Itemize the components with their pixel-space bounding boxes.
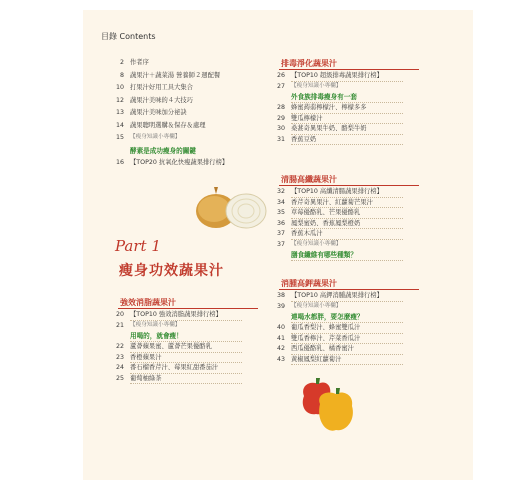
toc-entry[interactable]	[110, 108, 270, 117]
page-number: 36	[276, 219, 285, 227]
toc-entry[interactable]	[110, 353, 250, 362]
section-underline	[118, 308, 258, 309]
toc-entry[interactable]	[110, 121, 270, 130]
page-number: 23	[115, 353, 124, 361]
entry-title: 打果汁好用工具大集合	[130, 84, 193, 91]
entry-title: 蜂蜜蒟蒻檸檬汁、檸檬多多	[291, 104, 367, 111]
page-number: 42	[276, 345, 285, 352]
entry-title: 【瘦身知識小專欄】	[130, 134, 181, 140]
entry-divider	[291, 364, 403, 365]
entry-divider	[291, 144, 403, 145]
toc-entry[interactable]	[271, 71, 411, 80]
section-underline	[279, 185, 419, 186]
toc-entry[interactable]	[110, 133, 270, 142]
toc-entry[interactable]	[110, 83, 270, 92]
page-number: 25	[115, 374, 124, 382]
entry-title: 桑葚奇異果牛奶、酪梨牛奶	[291, 125, 367, 132]
section-title[interactable]: 清腸高纖蔬果汁	[281, 175, 337, 184]
part-label: Part 1	[115, 237, 161, 255]
page-number: 31	[276, 135, 285, 143]
entry-title: 蔬果汁＋蔬菜湯 營養師２週配餐	[130, 71, 221, 79]
entry-title: 雙瓜檸檬汁	[291, 114, 323, 122]
tip-title: 用喝的，就會瘦！	[130, 332, 183, 340]
page-number: 16	[115, 158, 124, 166]
toc-entry[interactable]	[271, 334, 411, 343]
page-number: 32	[276, 188, 285, 195]
toc-header: 目錄 Contents	[101, 32, 156, 41]
toc-entry[interactable]	[271, 344, 411, 353]
toc-entry[interactable]	[110, 71, 270, 80]
toc-entry[interactable]	[271, 355, 411, 364]
entry-title: 【TOP10 高鉀消腫蔬果排行榜】	[291, 292, 383, 299]
tip-title: 酵素是成功瘦身的關鍵	[130, 146, 196, 155]
toc-entry[interactable]	[110, 158, 270, 167]
page-number: 39	[276, 302, 285, 310]
entry-title: 【瘦身知識小專欄】	[291, 302, 342, 309]
section-title[interactable]: 強效消脂蔬果汁	[120, 298, 176, 307]
page-number: 22	[115, 343, 124, 350]
entry-title: 鳳梨蜜奶、香蕉鳳梨橙奶	[291, 219, 361, 227]
toc-entry[interactable]	[110, 58, 270, 67]
entry-title: 香蕉木瓜汁	[291, 230, 323, 237]
page-number: 24	[115, 364, 124, 371]
entry-title: 葡萄柚綠茶	[130, 374, 162, 382]
entry-title: 蔬果聰明選購＆保存＆處理	[130, 121, 206, 129]
page-number: 26	[276, 72, 285, 79]
entry-title: 【瘦身知識小專欄】	[291, 240, 342, 247]
bell-pepper-illustration	[298, 376, 358, 438]
toc-entry[interactable]	[110, 310, 250, 319]
entry-title: 香芹奇異果汁、紅蘿蔔芒果汁	[291, 198, 373, 206]
tip-title: 連喝水都胖，要怎麼瘦？	[291, 313, 364, 321]
page-number: 27	[276, 82, 285, 90]
part-title: 瘦身功效蔬果汁	[119, 263, 224, 279]
entry-title: 香橙蘋果汁	[130, 353, 162, 361]
onion-illustration	[192, 185, 270, 231]
section-underline	[279, 69, 419, 70]
page-number: 40	[276, 324, 285, 331]
toc-entry[interactable]	[110, 363, 250, 372]
page-number: 2	[119, 59, 124, 66]
page-number: 15	[115, 134, 124, 141]
entry-title: 番石榴香芹汁、莓果紅甜番茄汁	[130, 364, 219, 371]
toc-entry[interactable]	[271, 124, 411, 133]
entry-title: 草莓優酪乳、芒果優酪乳	[291, 209, 361, 216]
entry-title: 雙瓜香檸汁、芹菜香瓜汁	[291, 334, 361, 342]
toc-entry[interactable]	[110, 342, 250, 351]
page-number: 30	[276, 125, 285, 132]
entry-title: 【TOP10 超級排毒蔬果排行榜】	[291, 72, 383, 79]
page-number: 37	[276, 230, 285, 237]
page-number: 35	[276, 209, 285, 216]
toc-entry[interactable]	[271, 219, 411, 228]
toc-entry[interactable]	[271, 103, 411, 112]
page-number: 10	[115, 84, 124, 91]
entry-title: 【TOP10 高纖清腸蔬果排行榜】	[291, 188, 383, 195]
entry-title: 【瘦身知識小專欄】	[291, 82, 342, 89]
toc-entry[interactable]	[271, 198, 411, 207]
toc-entry[interactable]	[271, 135, 411, 144]
page-number: 14	[115, 121, 124, 129]
entry-title: 蔬果汁美味的４大技巧	[130, 96, 193, 104]
toc-entry[interactable]	[271, 302, 411, 311]
entry-title: 葡瓜香梨汁、蜂蜜雙瓜汁	[291, 324, 361, 331]
toc-entry[interactable]	[110, 321, 250, 330]
tip-title: 外食族排毒瘦身有一套	[291, 93, 357, 101]
entry-divider	[291, 260, 403, 261]
toc-entry[interactable]	[271, 291, 411, 300]
section-title[interactable]: 消腫高鉀蔬果汁	[281, 279, 337, 288]
entry-title: 蔬果汁美味加分祕訣	[130, 109, 187, 116]
toc-entry[interactable]	[271, 208, 411, 217]
page-number: 28	[276, 104, 285, 111]
entry-title: 香蕉豆奶	[291, 135, 317, 143]
page-number: 21	[115, 321, 124, 329]
toc-entry[interactable]	[271, 323, 411, 332]
entry-title: 黃椒鳳梨紅蘿蔔汁	[291, 355, 342, 363]
page-number: 20	[115, 311, 124, 318]
page-number: 41	[276, 334, 285, 342]
section-title[interactable]: 排毒淨化蔬果汁	[281, 59, 337, 68]
entry-title: 西瓜優酪乳、橘香蜜汁	[291, 345, 354, 352]
page-number: 43	[276, 355, 285, 363]
page-number: 29	[276, 114, 285, 122]
toc-entry[interactable]	[110, 374, 250, 383]
entry-divider	[130, 383, 242, 384]
tip-title: 膳食纖維有哪些種類？	[291, 251, 357, 259]
page-number: 37	[276, 240, 285, 248]
entry-title: 作者序	[130, 59, 149, 66]
toc-entry[interactable]	[271, 187, 411, 196]
entry-title: 【TOP10 強效消脂蔬果排行榜】	[130, 311, 222, 318]
toc-entry[interactable]	[110, 96, 270, 105]
toc-entry[interactable]	[271, 82, 411, 91]
toc-entry[interactable]	[271, 114, 411, 123]
page-number: 34	[276, 198, 285, 206]
entry-title: 【TOP20 抗氧化快瘦蔬果排行榜】	[130, 158, 229, 166]
section-underline	[279, 289, 419, 290]
page-number: 13	[115, 109, 124, 116]
entry-title: 蘆薈蘋果蜜、蘆薈芒果優酪乳	[130, 343, 212, 350]
page-number: 38	[276, 292, 285, 299]
page-number: 12	[115, 96, 124, 104]
entry-title: 【瘦身知識小專欄】	[130, 321, 181, 328]
toc-entry[interactable]	[271, 229, 411, 238]
page-number: 8	[119, 71, 124, 79]
toc-entry[interactable]	[271, 240, 411, 249]
